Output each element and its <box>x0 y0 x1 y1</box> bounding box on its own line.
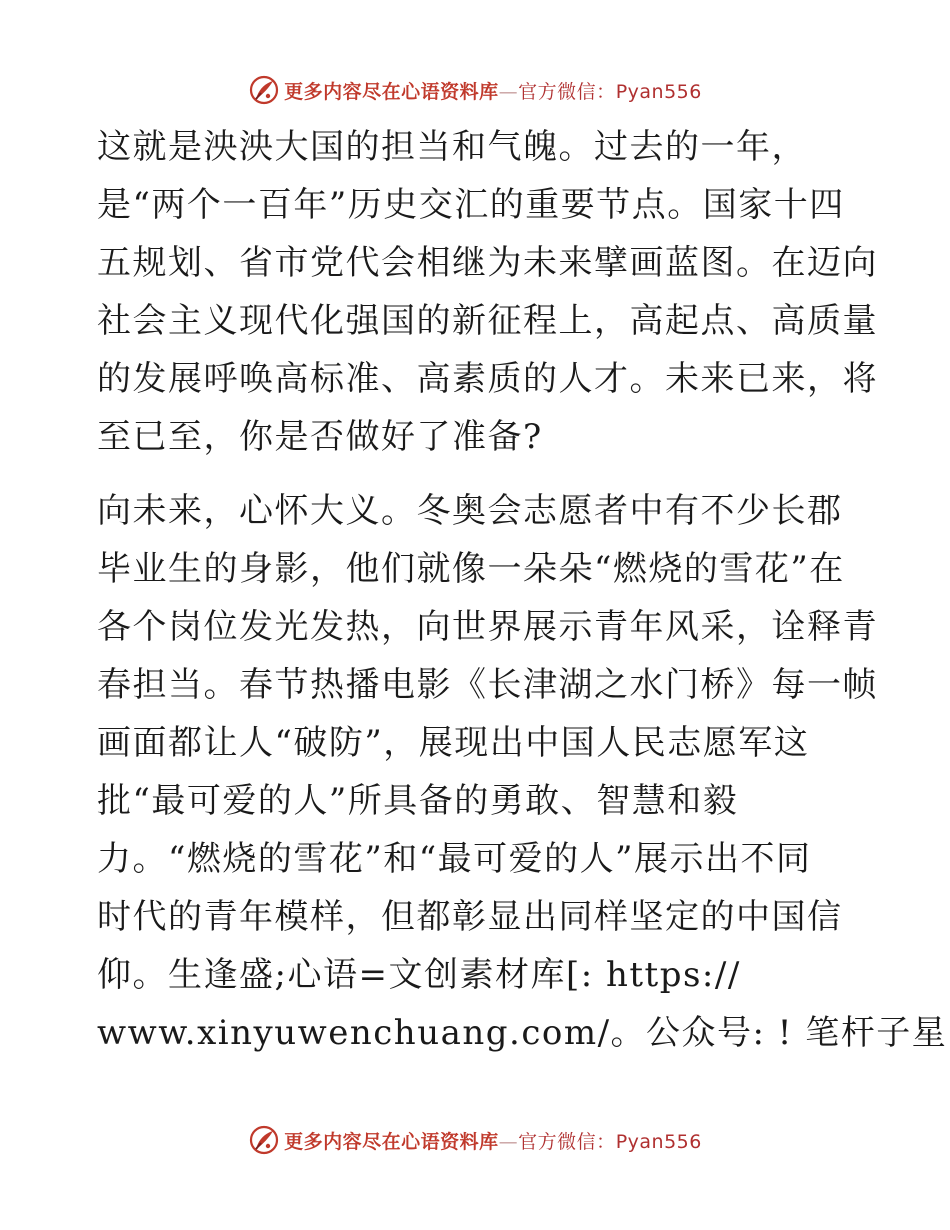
text-line: 至已至，你是否做好了准备? <box>97 417 543 457</box>
red-quill-logo-icon <box>248 74 280 106</box>
text-line: 毕业生的身影，他们就像一朵朵“燃烧的雪花”在 <box>97 549 845 589</box>
watermark-wechat-id: Pyan556 <box>615 80 702 103</box>
watermark-wechat-label: 官方微信： <box>518 1130 616 1153</box>
watermark-text <box>284 1127 702 1154</box>
text-line: 这就是泱泱大国的担当和气魄。过去的一年， <box>97 127 807 167</box>
text-line: 批“最可爱的人”所具备的勇敢、智慧和毅 <box>97 781 739 821</box>
text-line: 时代的青年模样，但都彰显出同样坚定的中国信 <box>97 897 843 937</box>
red-quill-logo-icon <box>248 1124 280 1156</box>
watermark-main-text: 更多内容尽在心语资料库 <box>284 80 499 103</box>
text-line: 的发展呼唤高标准、高素质的人才。未来已来，将 <box>97 359 878 399</box>
text-line: 五规划、省市党代会相继为未来擘画蓝图。在迈向 <box>97 243 878 283</box>
footer-watermark <box>0 1120 950 1160</box>
watermark-text <box>284 77 702 104</box>
text-line: 春担当。春节热播电影《长津湖之水门桥》每一帧 <box>97 665 878 705</box>
watermark-separator: — <box>498 80 519 103</box>
paragraph-2 <box>97 482 948 1062</box>
watermark-wechat-label: 官方微信： <box>518 80 616 103</box>
text-line: 仰。生逢盛;心语=文创素材库[: https:// <box>97 955 741 995</box>
text-line: 是“两个一百年”历史交汇的重要节点。国家十四 <box>97 185 845 225</box>
text-line: www.xinyuwenchuang.com/。公众号: ! 笔杆子星 <box>97 1013 948 1053</box>
watermark-wechat-id: Pyan556 <box>615 1130 702 1153</box>
paragraph-1 <box>97 118 878 466</box>
paragraph-spacer <box>97 466 857 482</box>
text-line: 画面都让人“破防”，展现出中国人民志愿军这 <box>97 723 810 763</box>
header-watermark <box>0 70 950 110</box>
watermark-main-text: 更多内容尽在心语资料库 <box>284 1130 499 1153</box>
watermark-separator: — <box>498 1130 519 1153</box>
text-line: 社会主义现代化强国的新征程上，高起点、高质量 <box>97 301 878 341</box>
text-line: 各个岗位发光发热，向世界展示青年风采，诠释青 <box>97 607 878 647</box>
text-line: 向未来，心怀大义。冬奥会志愿者中有不少长郡 <box>97 491 843 531</box>
document-body <box>97 118 948 1062</box>
text-line: 力。“燃烧的雪花”和“最可爱的人”展示出不同 <box>97 839 812 879</box>
